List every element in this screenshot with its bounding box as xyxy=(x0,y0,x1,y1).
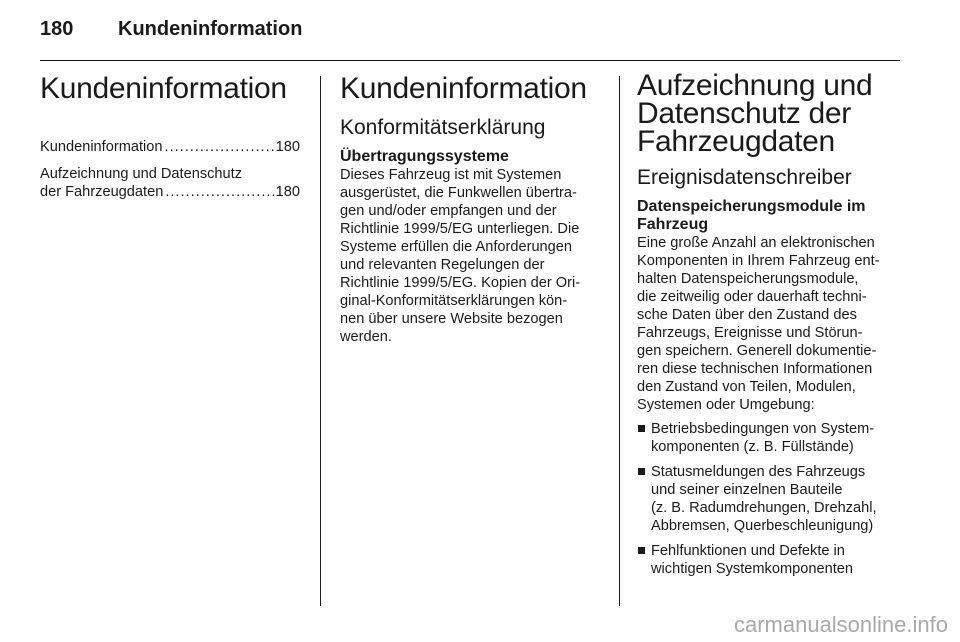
text-line: Richtlinie 1999/5/EG unterliegen. Die xyxy=(340,221,580,237)
watermark: carmanualsonline.info xyxy=(733,612,948,637)
page-number: 180 xyxy=(40,18,74,40)
column-divider-2 xyxy=(619,76,620,606)
text-line: werden. xyxy=(340,329,392,345)
bullet-square-icon xyxy=(638,547,645,554)
section-title: Aufzeichnung und Datenschutz der Fahrzeugdaten xyxy=(637,69,873,158)
text-line: ausgerüstet, die Funkwellen übertra- xyxy=(340,185,577,201)
section-subtitle: Ereignisdatenschreiber xyxy=(637,166,852,189)
text-line: Fahrzeugs, Ereignisse und Störun- xyxy=(637,325,863,341)
bullet-square-icon xyxy=(638,425,645,432)
page-header xyxy=(40,18,900,58)
subsection-heading: Datenspeicherungsmodule im Fahrzeug xyxy=(637,198,866,233)
text-line: den Zustand von Teilen, Modulen, xyxy=(637,379,856,395)
toc-column xyxy=(40,72,300,210)
text-line: Richtlinie 1999/5/EG. Kopien der Ori- xyxy=(340,275,581,291)
page-header-title: Kundeninformation xyxy=(118,18,303,40)
chapter-title: Kundeninformation xyxy=(40,72,287,105)
text-line: ren diese technischen Informationen xyxy=(637,361,873,377)
text-line: Systeme erfüllen die Anforderungen xyxy=(340,239,573,255)
conformity-column xyxy=(340,72,602,346)
toc-leader-dots xyxy=(165,138,274,156)
text-line: ginal-Konformitätserklärungen kön- xyxy=(340,293,568,309)
list-item: Statusmeldungen des Fahrzeugs und seiner einzelnen Bauteile (z. B. Radumdrehungen, Drehzahl, Abbremsen, Querbeschleunigung) xyxy=(637,463,902,535)
body-text xyxy=(340,166,602,346)
toc-entry-page: 180 xyxy=(275,184,300,200)
data-privacy-column xyxy=(637,69,902,585)
toc-entry[interactable] xyxy=(40,138,300,156)
text-line: Dieses Fahrzeug ist mit Systemen xyxy=(340,167,562,183)
text-line: Systemen oder Umgebung: xyxy=(637,397,815,413)
text-line: gen speichern. Generell dokumentie- xyxy=(637,343,877,359)
bullet-list xyxy=(637,420,902,578)
list-item: Betriebsbedingungen von System- komponenten (z. B. Füllstände) xyxy=(637,420,902,456)
subsection-heading: Übertragungssysteme xyxy=(340,148,509,165)
toc-entry-label: Kundeninformation xyxy=(40,139,163,155)
text-line: Eine große Anzahl an elektronischen xyxy=(637,235,875,251)
text-line: gen und/oder empfangen und der xyxy=(340,203,557,219)
text-line: nen über unsere Website bezogen xyxy=(340,311,563,327)
text-line: sche Daten über den Zustand des xyxy=(637,307,857,323)
column-divider-1 xyxy=(320,76,321,606)
text-line: die zeitweilig oder dauerhaft techni- xyxy=(637,289,867,305)
toc-entry[interactable] xyxy=(40,165,300,201)
toc-leader-dots xyxy=(165,183,273,201)
section-subtitle: Konformitätserklärung xyxy=(340,116,546,139)
text-line: und relevanten Regelungen der xyxy=(340,257,545,273)
table-of-contents xyxy=(40,138,300,201)
bullet-square-icon xyxy=(638,468,645,475)
text-line: halten Datenspeicherungsmodule, xyxy=(637,271,859,287)
section-title: Kundeninformation xyxy=(340,72,587,105)
toc-entry-page: 180 xyxy=(275,139,300,155)
toc-entry-label: Aufzeichnung und Datenschutz xyxy=(40,166,243,182)
text-line: Komponenten in Ihrem Fahrzeug ent- xyxy=(637,253,880,269)
body-text xyxy=(637,234,902,414)
list-item: Fehlfunktionen und Defekte in wichtigen Systemkomponenten xyxy=(637,542,902,578)
toc-entry-label-cont: der Fahrzeugdaten xyxy=(40,184,164,200)
header-rule xyxy=(40,60,900,61)
